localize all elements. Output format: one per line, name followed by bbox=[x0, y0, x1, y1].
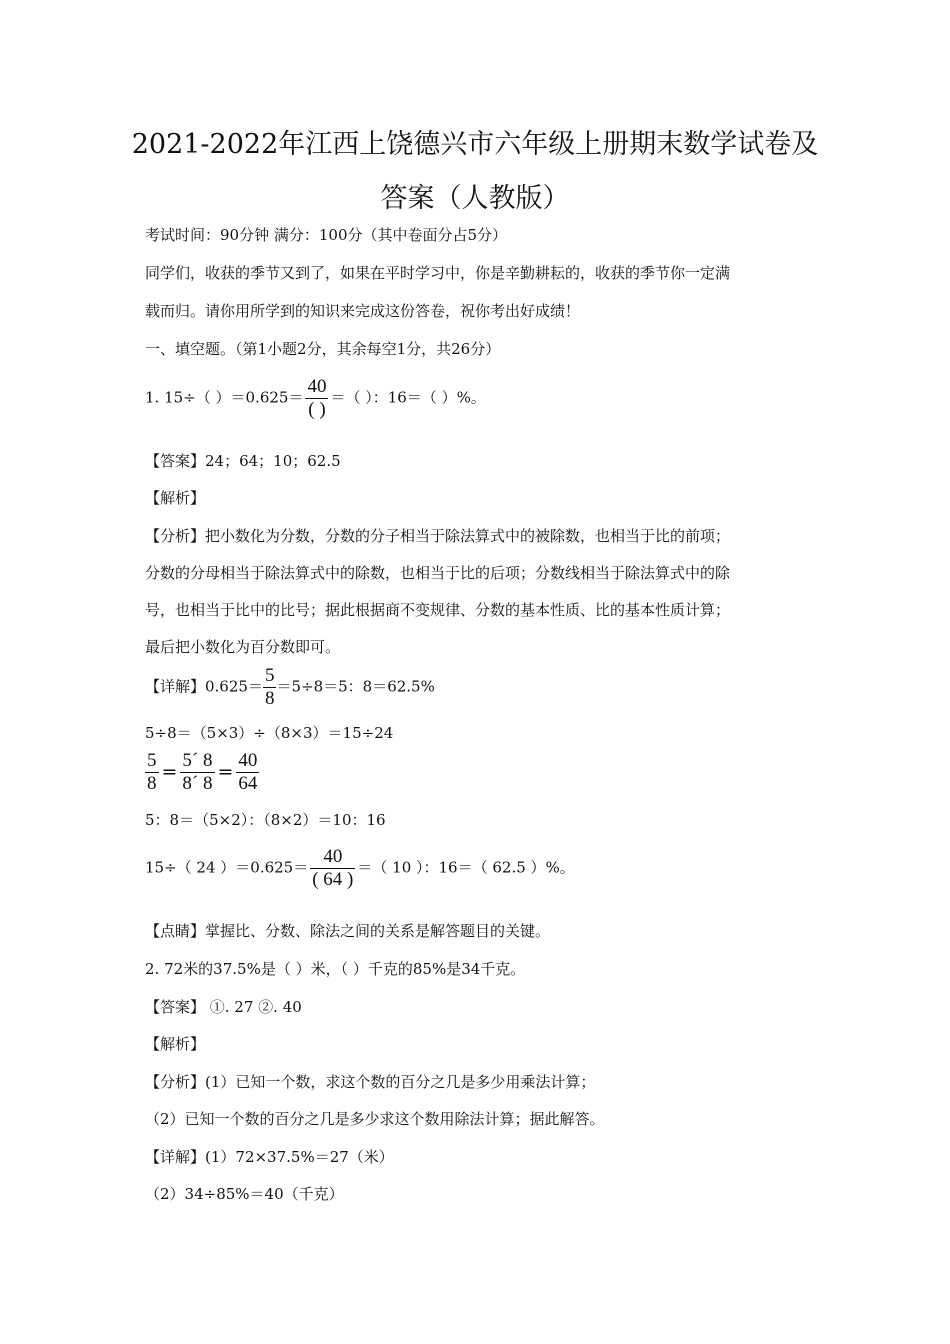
q1-prefix: 1. 15÷（ ）＝0.625＝ bbox=[145, 388, 304, 407]
q1-final-frac-numerator: 40 bbox=[323, 846, 343, 867]
q1-step-2 bbox=[145, 750, 259, 795]
step2-f2-num: 5´ 8 bbox=[182, 750, 213, 771]
q2-detail-1: 【详解】(1）72×37.5%＝27（米） bbox=[145, 1148, 394, 1166]
q1-analysis-1: 【分析】把小数化为分数，分数的分子相当于除法算式中的被除数，也相当于比的前项； bbox=[145, 527, 731, 545]
question-1 bbox=[145, 376, 486, 421]
step2-fraction-1 bbox=[145, 750, 159, 795]
q1-detail bbox=[145, 665, 435, 710]
q2-analysis-1: 【分析】(1）已知一个数，求这个数的百分之几是多少用乘法计算； bbox=[145, 1073, 596, 1091]
section-heading: 一、填空题。（第1小题2分，其余每空1分，共26分） bbox=[145, 340, 501, 358]
intro-line-2: 载而归。请你用所学到的知识来完成这份答卷，祝你考出好成绩！ bbox=[145, 302, 581, 320]
question-2: 2. 72米的37.5%是（ ）米，（ ）千克的85%是34千克。 bbox=[145, 960, 526, 978]
q1-analysis-2: 分数的分母相当于除法算式中的除数，也相当于比的后项；分数线相当于除法算式中的除 bbox=[145, 564, 731, 582]
q1-final-prefix: 15÷（ 24 ）＝0.625＝ bbox=[145, 858, 309, 877]
document-title: 2021-2022年江西上饶德兴市六年级上册期末数学试卷及答案（人教版） bbox=[131, 129, 819, 214]
q1-final-fraction bbox=[310, 846, 355, 891]
q2-jiexi: 【解析】 bbox=[145, 1035, 206, 1053]
q2-answer: 【答案】 ①. 27 ②. 40 bbox=[145, 998, 302, 1016]
step2-f3-num: 40 bbox=[238, 750, 258, 771]
q1-detail-frac-denominator: 8 bbox=[264, 688, 275, 709]
q1-frac-denominator: ( ) bbox=[305, 398, 328, 421]
step2-eq-1: = bbox=[161, 760, 178, 783]
step2-fraction-2 bbox=[180, 750, 214, 795]
q1-answer: 【答案】24；64；10；62.5 bbox=[145, 452, 341, 470]
step2-f1-den: 8 bbox=[147, 773, 157, 794]
intro-line-1: 同学们，收获的季节又到了，如果在平时学习中，你是辛勤耕耘的，收获的季节你一定满 bbox=[145, 264, 731, 282]
q1-step-3: 5：8＝（5×2）：（8×2）＝10：16 bbox=[145, 811, 386, 829]
step2-eq-2: = bbox=[217, 760, 234, 783]
q1-detail-fraction bbox=[263, 665, 277, 710]
q2-analysis-2: （2）已知一个数的百分之几是多少求这个数用除法计算；据此解答。 bbox=[145, 1110, 605, 1128]
q1-dianjing: 【点睛】掌握比、分数、除法之间的关系是解答题目的关键。 bbox=[145, 922, 551, 940]
q1-fraction bbox=[305, 376, 328, 421]
step2-fraction-3 bbox=[236, 750, 259, 795]
q1-analysis-4: 最后把小数化为百分数即可。 bbox=[145, 638, 341, 656]
q1-detail-frac-numerator: 5 bbox=[264, 665, 275, 686]
q1-detail-prefix: 【详解】0.625＝ bbox=[145, 677, 263, 696]
exam-info: 考试时间：90分钟 满分：100分（其中卷面分占5分） bbox=[145, 226, 508, 244]
step2-f1-num: 5 bbox=[147, 750, 157, 771]
step2-f2-den: 8´ 8 bbox=[182, 773, 213, 794]
q2-detail-2: （2）34÷85%＝40（千克） bbox=[145, 1185, 344, 1203]
q1-final bbox=[145, 846, 575, 891]
q1-frac-numerator: 40 bbox=[307, 376, 327, 397]
q1-step-1: 5÷8＝（5×3）÷（8×3）＝15÷24 bbox=[145, 724, 394, 742]
q1-final-suffix: ＝（ 10 ）：16＝（ 62.5 ）%。 bbox=[357, 858, 575, 877]
q1-detail-suffix: ＝5÷8＝5：8＝62.5% bbox=[276, 677, 435, 696]
step2-f3-den: 64 bbox=[238, 773, 258, 794]
q1-analysis-3: 号，也相当于比中的比号；据此根据商不变规律、分数的基本性质、比的基本性质计算； bbox=[145, 601, 731, 619]
q1-jiexi: 【解析】 bbox=[145, 489, 206, 507]
q1-suffix: ＝（ ）：16＝（ ）%。 bbox=[330, 388, 486, 407]
q1-final-frac-denominator: ( 64 ) bbox=[312, 869, 354, 890]
